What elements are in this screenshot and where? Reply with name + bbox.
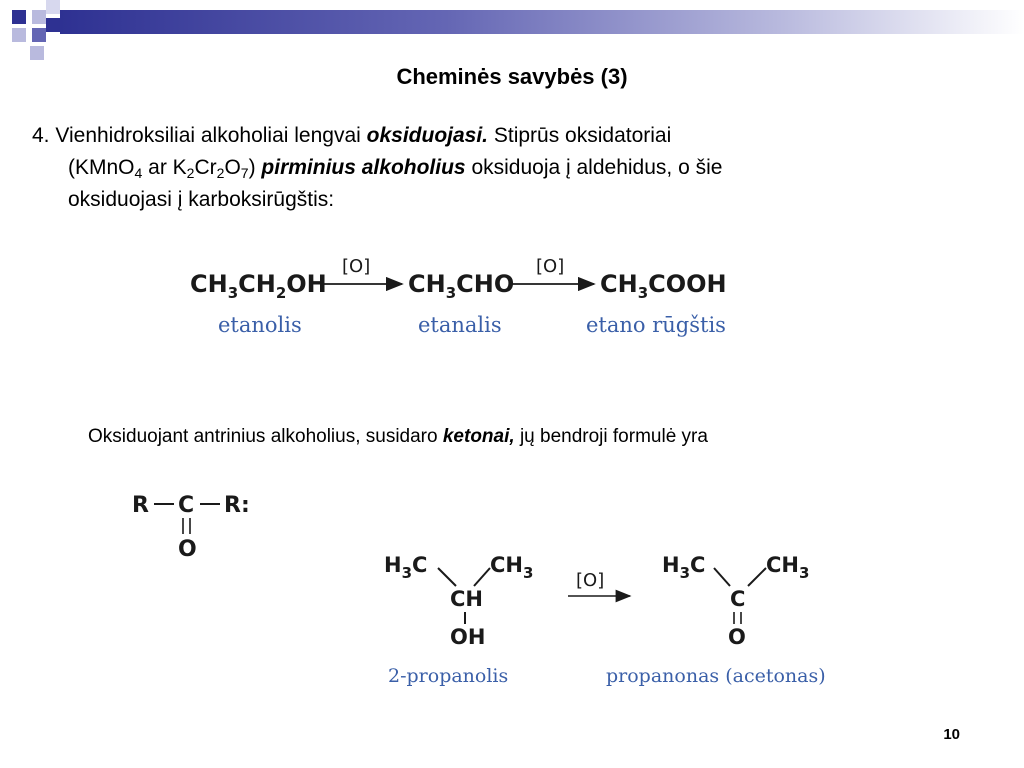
atom-c: C: [178, 493, 195, 518]
reaction-ethanol-oxidation: [0, 240, 1024, 350]
group-ch: CH: [450, 587, 483, 611]
emphasis-text: ketonai,: [442, 426, 515, 447]
deco-square: [46, 0, 60, 14]
condition-label: [O]: [536, 256, 565, 277]
group-ch3: $CH_3$: [490, 553, 534, 582]
deco-square: [32, 10, 46, 24]
deco-square: [12, 28, 26, 42]
atom-c: C: [730, 587, 746, 611]
reaction-propanol-oxidation: [370, 540, 890, 700]
deco-square: [12, 10, 26, 24]
name-2-propanol: 2-propanolis: [388, 665, 509, 687]
paragraph-ketones: [88, 426, 708, 448]
condition-label: [O]: [576, 570, 605, 591]
deco-square: [46, 18, 60, 32]
bond: [714, 568, 730, 586]
subscript: 2: [216, 165, 225, 181]
name-ethanoic-acid: etano rūgštis: [586, 313, 726, 337]
atom-o: O: [728, 625, 746, 649]
text: Cr: [194, 156, 217, 179]
name-ethanal: etanalis: [418, 313, 502, 337]
text: (KMnO: [68, 156, 135, 179]
page-number: 10: [943, 726, 960, 743]
text: O: [224, 156, 241, 179]
bond: [748, 568, 766, 586]
emphasis-text: pirminius alkoholius: [261, 156, 466, 179]
bond: [474, 568, 490, 586]
compound-ethanol: $CH_3CH_2OH$: [190, 270, 327, 302]
text: ): [248, 156, 262, 179]
subscript: 7: [240, 165, 249, 181]
compound-ethanal: $CH_3CHO$: [408, 270, 515, 302]
paragraph-oxidation: [32, 120, 972, 216]
name-ethanol: etanolis: [218, 313, 302, 337]
paragraph-line: oksiduojasi į karboksirūgštis:: [68, 188, 335, 211]
text: ar K: [142, 156, 187, 179]
text: 4. Vienhidroksiliai alkoholiai lengvai: [32, 124, 367, 147]
group-oh: OH: [450, 625, 486, 649]
compound-ethanoic-acid: $CH_3COOH$: [600, 270, 727, 302]
group-ch3: $CH_3$: [766, 553, 810, 582]
header-gradient-bar: [60, 10, 1024, 34]
atom-r: R:: [224, 493, 250, 518]
subscript: 4: [134, 165, 143, 181]
text: Stiprūs oksidatoriai: [488, 124, 672, 147]
condition-label: [O]: [342, 256, 371, 277]
subscript: 2: [186, 165, 195, 181]
atom-r: R: [132, 493, 149, 518]
emphasis-text: oksiduojasi.: [366, 124, 489, 147]
deco-square: [32, 28, 46, 42]
text: jų bendroji formulė yra: [514, 426, 708, 447]
name-propanone: propanonas (acetonas): [606, 665, 826, 687]
paragraph-line: [32, 152, 972, 184]
group-h3c: $H_3C$: [384, 553, 428, 582]
text: Oksiduojant antrinius alkoholius, susidaro: [88, 426, 443, 447]
deco-square: [30, 46, 44, 60]
bond: [438, 568, 456, 586]
group-h3c: $H_3C$: [662, 553, 706, 582]
atom-o: O: [178, 537, 197, 562]
text: oksiduoja į aldehidus, o šie: [465, 156, 723, 179]
ketone-general-formula: [120, 480, 280, 570]
slide-title: Cheminės savybės (3): [396, 64, 628, 89]
